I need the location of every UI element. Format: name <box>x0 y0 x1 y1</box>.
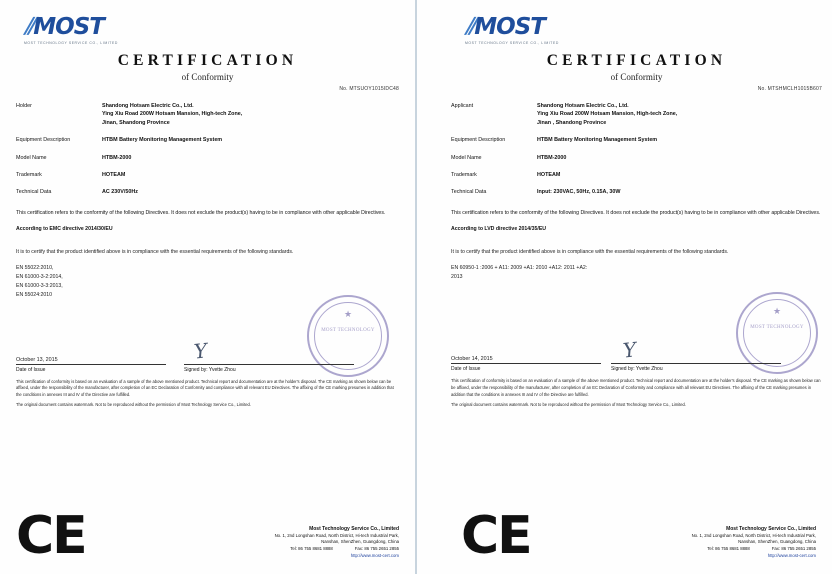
field-value-line: Shandong Hotsam Electric Co., Ltd. <box>537 103 629 109</box>
official-stamp <box>736 292 818 374</box>
field-value: HTBM Battery Monitoring Management System <box>102 137 223 144</box>
field-row <box>16 171 399 179</box>
standards-intro: It is to certify that the product identified above is in compliance with the essential requirements of the following standards. <box>16 249 294 256</box>
field-row <box>16 154 399 162</box>
field-row <box>451 136 822 144</box>
company-name: Most Technology Service Co., Limited <box>726 525 816 532</box>
footnote-paragraph: The original document contains watermark. Not to be reproduced without the permission of Most Technology Service Co., Limited. <box>451 402 686 408</box>
certificate-number: No. MTSUOY1015IDC48 <box>339 86 399 92</box>
standards-list <box>451 264 822 282</box>
field-value: HOTEAM <box>537 171 561 178</box>
certificate-number: No. MTSHMCLH1015B607 <box>757 86 822 92</box>
emc-certificate <box>0 0 416 574</box>
field-value-line: Ying Xiu Road 200W Hotsam Mansion, High-tech Zone, <box>537 111 678 118</box>
signed-by-caption: Signed by: Yvette Zhou <box>184 366 236 373</box>
signed-by-caption: Signed by: Yvette Zhou <box>611 366 663 373</box>
field-value <box>102 102 399 127</box>
field-value: HTBM-2000 <box>537 154 567 161</box>
footnote-block <box>16 379 399 410</box>
standard-item: EN 55022:2010, <box>16 265 54 272</box>
standards-intro: It is to certify that the product identified above is in compliance with the essential requirements of the following standards. <box>451 249 729 256</box>
footer <box>16 506 399 567</box>
logo-text <box>24 14 118 40</box>
company-name: Most Technology Service Co., Limited <box>309 525 399 532</box>
signature-zone <box>16 308 399 373</box>
field-row <box>451 171 822 179</box>
field-label: Holder <box>16 103 32 109</box>
footnote-paragraph: This certification of conformity is based on an evaluation of a sample of the above mentioned product. Technical report and documentation are at the holder's disposal. The CE marking as shown below can be affixed, under the responsibility of the manufacturer, after completion of an EC Declaration of Conformity and compliance with all relevant EU Directives. The affixing of the CE marking presumes in addition that the conditions in annexes III and IV of the Directive are fulfilled. <box>16 378 394 397</box>
issue-date-block <box>451 356 601 372</box>
footer <box>461 506 816 567</box>
date-caption: Date of Issue <box>16 366 46 373</box>
page-subtitle: of Conformity <box>181 72 234 82</box>
field-label: Applicant <box>451 103 474 109</box>
company-address-line1: No. 1, 2nd Longshan Road, North District, Hi-tech Industrial Park, <box>274 532 399 538</box>
handwritten-signature: Y <box>192 337 209 364</box>
company-info <box>692 525 816 561</box>
most-logo <box>24 14 118 45</box>
field-label: Trademark <box>16 171 42 178</box>
signature-zone <box>451 306 822 373</box>
page-subtitle: of Conformity <box>610 72 663 82</box>
standard-item: EN 61000-3-3:2013, <box>16 283 63 290</box>
field-value: HTBM-2000 <box>102 154 132 161</box>
field-value-line: Jinan , Shandong Province <box>537 119 607 126</box>
footnote-block <box>451 378 822 409</box>
lvd-certificate <box>416 0 832 574</box>
signed-by-block <box>611 363 781 372</box>
company-tel: Tel: 86 755 8681 8888 <box>290 546 333 552</box>
directive-line: According to EMC directive 2014/30/EU <box>16 226 113 233</box>
company-info <box>275 525 399 561</box>
field-label: Trademark <box>451 171 477 178</box>
company-address-line2: Nanshan, ShenZhen, Guangdong, China <box>321 539 399 545</box>
field-label: Equipment Description <box>451 137 506 144</box>
issue-date: October 14, 2015 <box>451 356 493 363</box>
company-address-line1: No. 1, 2nd Longshan Road, North District, Hi-tech Industrial Park, <box>691 532 816 538</box>
field-row <box>16 102 399 127</box>
footnote-paragraph: The original document contains watermark. Not to be reproduced without the permission of Most Technology Service Co., Limited. <box>16 402 251 408</box>
company-address-line2: Nanshan, ShenZhen, Guangdong, China <box>738 539 816 545</box>
field-label: Equipment Description <box>16 137 71 144</box>
stamp-star-icon: ★ <box>772 306 782 317</box>
company-website[interactable]: http://www.most-cert.com <box>350 553 399 559</box>
standard-item: EN 55024:2010 <box>16 292 53 299</box>
company-fax: Fax: 86 755 2651 2855 <box>354 546 399 552</box>
signature-rule <box>611 363 781 364</box>
page-title: CERTIFICATION <box>546 52 727 69</box>
standard-item: EN 61000-3-2:2014, <box>16 274 63 281</box>
field-value: Input: 230VAC, 50Hz, 0.15A, 30W <box>537 189 621 196</box>
footnote-paragraph: This certification of conformity is based on an evaluation of a sample of the above mentioned product. Technical report and documentation are at the holder's disposal. The CE marking as shown below can be affixed, under the responsibility of the manufacturer, after completion of an EC Declaration of Conformity and compliance with all relevant EU Directives. The affixing of the CE marking presumes in addition that the conditions in annexes III and IV of the Directive are fulfilled. <box>451 378 821 397</box>
standard-item: EN 60950-1 :2006 + A11: 2009 +A1: 2010 +A12: 2011 +A2: <box>451 265 588 272</box>
date-caption: Date of Issue <box>451 366 481 373</box>
field-value-line: Shandong Hotsam Electric Co., Ltd. <box>102 103 194 109</box>
date-rule <box>16 364 166 365</box>
field-value: AC 230V/50Hz <box>102 189 138 196</box>
field-value: HOTEAM <box>102 171 126 178</box>
field-value-line: Jinan, Shandong Province <box>102 119 170 126</box>
ce-mark-icon: CE <box>461 506 531 567</box>
logo-text <box>465 14 559 40</box>
logo-slash-icon: ⫽ <box>465 14 475 40</box>
stamp-text: MOST TECHNOLOGY <box>750 325 804 331</box>
logo-wordmark: MOST <box>474 14 545 40</box>
field-value: HTBM Battery Monitoring Management System <box>537 137 658 144</box>
date-rule <box>451 363 601 364</box>
company-tel: Tel: 86 755 8681 8888 <box>707 546 750 552</box>
logo-subtitle: MOST TECHNOLOGY SERVICE CO., LIMITED <box>24 41 118 45</box>
signature-rule <box>184 364 354 365</box>
company-website[interactable]: http://www.most-cert.com <box>767 553 816 559</box>
signed-by-block <box>184 364 354 373</box>
field-list <box>16 102 399 197</box>
logo-slash-icon: ⫽ <box>24 14 34 40</box>
issue-date-block <box>16 357 166 373</box>
title-block <box>16 52 399 82</box>
field-list <box>451 102 822 197</box>
field-value <box>537 102 822 127</box>
logo-subtitle: MOST TECHNOLOGY SERVICE CO., LIMITED <box>465 41 559 45</box>
field-row <box>451 154 822 162</box>
company-contact <box>275 546 399 553</box>
most-logo <box>465 14 559 45</box>
field-label: Model Name <box>451 154 482 161</box>
company-contact <box>692 546 816 553</box>
stamp-text: MOST TECHNOLOGY <box>321 327 375 333</box>
field-row <box>16 188 399 196</box>
field-value-line: Ying Xiu Road 200W Hotsam Mansion, High-tech Zone, <box>102 111 243 118</box>
field-row <box>16 136 399 144</box>
issue-date: October 13, 2015 <box>16 356 58 363</box>
field-label: Technical Data <box>451 189 487 196</box>
standard-item: 2013 <box>451 274 463 281</box>
field-label: Technical Data <box>16 189 52 196</box>
ce-mark-icon: CE <box>16 506 86 567</box>
field-row <box>451 102 822 127</box>
field-row <box>451 188 822 196</box>
directive-line: According to LVD directive 2014/35/EU <box>451 226 547 233</box>
stamp-star-icon: ★ <box>343 308 353 319</box>
directive-intro-paragraph: This certification refers to the conformity of the following Directives. It does not exclude the product(s) having to be in compliance with other applicable Directives. <box>16 209 386 216</box>
handwritten-signature: Y <box>621 337 638 363</box>
company-fax: Fax: 86 755 2651 2855 <box>771 546 816 552</box>
title-block <box>451 52 822 82</box>
field-label: Model Name <box>16 154 47 161</box>
logo-wordmark: MOST <box>33 14 104 40</box>
directive-intro-paragraph: This certification refers to the conformity of the following Directives. It does not exclude the product(s) having to be in compliance with other applicable Directives. <box>451 209 821 216</box>
page-title: CERTIFICATION <box>117 52 298 69</box>
